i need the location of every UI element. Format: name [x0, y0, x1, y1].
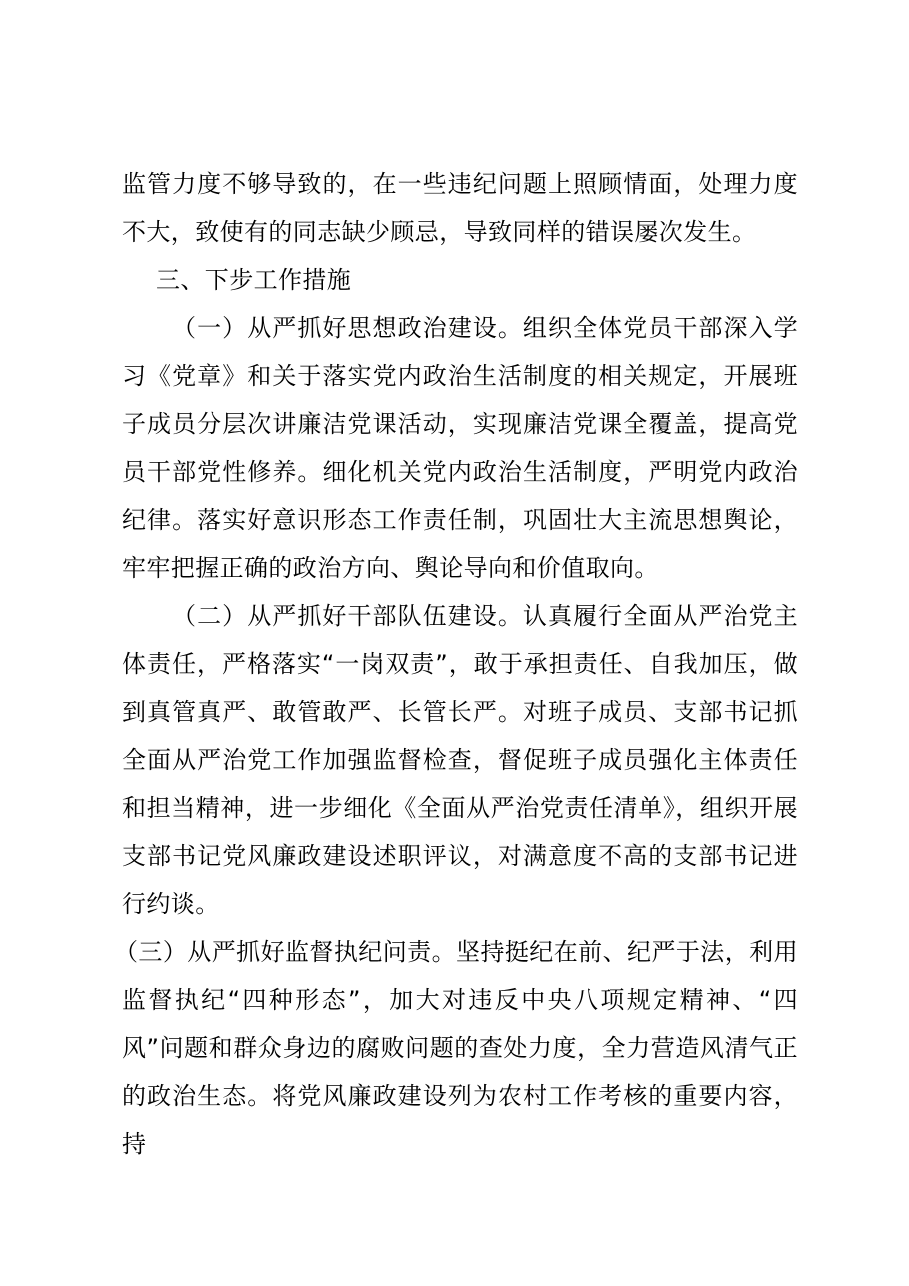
section-heading: 三、下步工作措施	[156, 266, 352, 294]
paragraph-continuation: 监管力度不够导致的，在一些违纪问题上照顾情面，处理力度不大，致使有的同志缺少顾忌，导致同样的错误屡次发生。	[122, 170, 798, 246]
paragraph-measure-2: （二）从严抓好干部队伍建设。认真履行全面从严治党主体责任，严格落实“一岗双责”，敢于承担责任、自我加压，做到真管真严、敢管敢严、长管长严。对班子成员、支部书记抓全面从严治党工作加强监督检查，督促班子成员强化主体责任和担当精神，进一步细化《全面从严治党责任清单》，组织开展支部书记党风廉政建设述职评议，对满意度不高的支部书记进行约谈。	[122, 602, 798, 918]
paragraph-measure-3: （三）从严抓好监督执纪问责。坚持挺纪在前、纪严于法，利用监督执纪“四种形态”，加大对违反中央八项规定精神、“四风”问题和群众身边的腐败问题的查处力度，全力营造风清气正的政治生态。将党风廉政建设列为农村工作考核的重要内容，持	[114, 938, 798, 1158]
document-body	[114, 160, 798, 1168]
paragraph-measure-1: （一）从严抓好思想政治建设。组织全体党员干部深入学习《党章》和关于落实党内政治生活制度的相关规定，开展班子成员分层次讲廉洁党课活动，实现廉洁党课全覆盖，提高党员干部党性修养。细化机关党内政治生活制度，严明党内政治纪律。落实好意识形态工作责任制，巩固壮大主流思想舆论，牢牢把握正确的政治方向、舆论导向和价值取向。	[122, 314, 798, 582]
